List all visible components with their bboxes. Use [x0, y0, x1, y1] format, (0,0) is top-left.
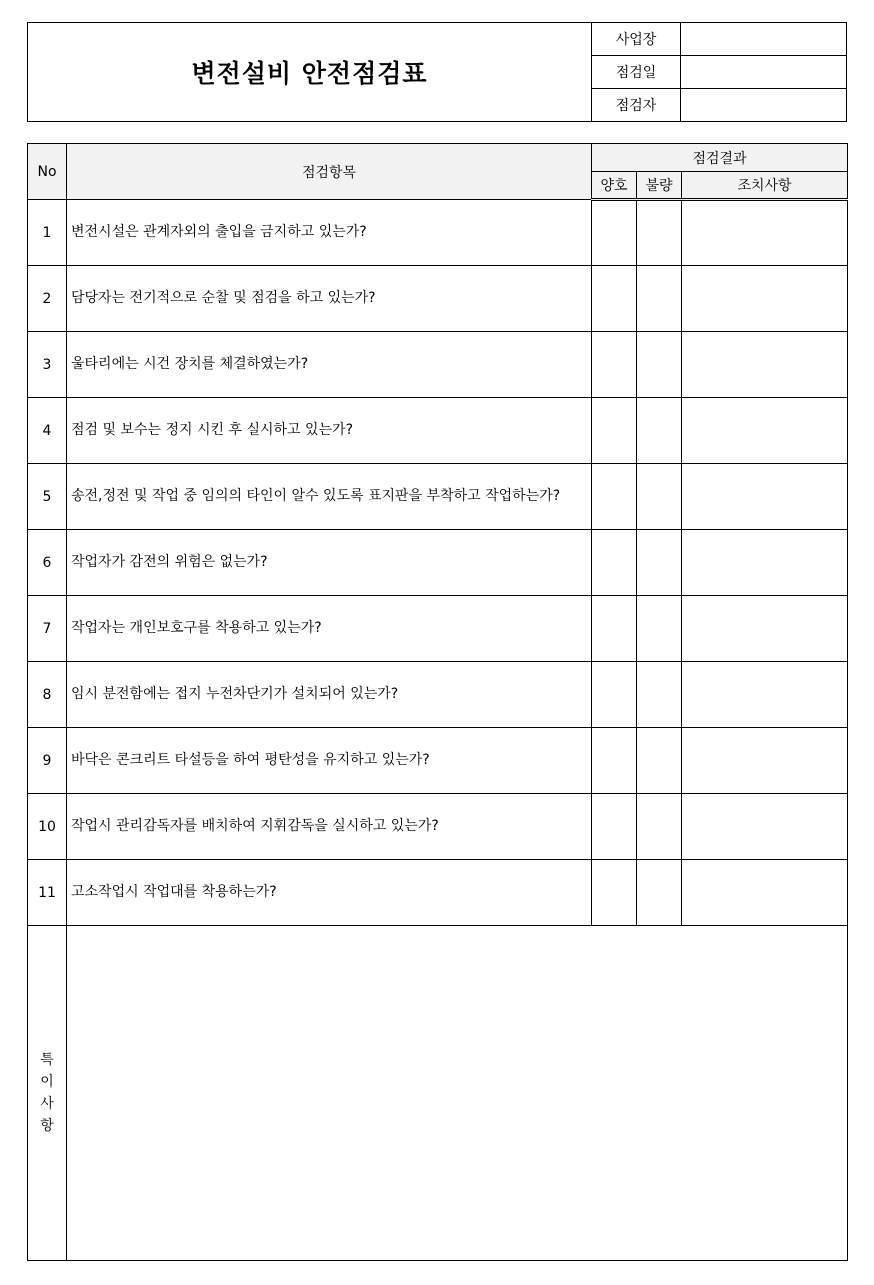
item-question: 고소작업시 작업대를 착용하는가? — [67, 860, 592, 926]
result-good-cell[interactable] — [592, 794, 637, 860]
date-field[interactable] — [681, 56, 846, 88]
header-no: No — [28, 144, 67, 200]
item-number: 1 — [28, 200, 67, 266]
item-question: 울타리에는 시건 장치를 체결하였는가? — [67, 332, 592, 398]
result-bad-cell[interactable] — [637, 464, 682, 530]
action-cell[interactable] — [682, 662, 848, 728]
action-cell[interactable] — [682, 200, 848, 266]
result-good-cell[interactable] — [592, 266, 637, 332]
header-bad: 불량 — [637, 172, 682, 200]
result-bad-cell[interactable] — [637, 794, 682, 860]
page-title: 변전설비 안전점검표 — [28, 23, 592, 121]
inspector-label: 점검자 — [592, 89, 681, 121]
result-good-cell[interactable] — [592, 728, 637, 794]
remarks-field[interactable] — [67, 926, 848, 1261]
table-row — [28, 530, 848, 596]
item-number: 10 — [28, 794, 67, 860]
result-bad-cell[interactable] — [637, 596, 682, 662]
remarks-row — [28, 926, 848, 1261]
action-cell[interactable] — [682, 398, 848, 464]
header-result: 점검결과 — [592, 144, 848, 172]
result-bad-cell[interactable] — [637, 860, 682, 926]
table-row — [28, 794, 848, 860]
item-question: 작업자는 개인보호구를 착용하고 있는가? — [67, 596, 592, 662]
remarks-label: 특 이 사 항 — [28, 926, 67, 1261]
form-header — [27, 22, 847, 122]
result-good-cell[interactable] — [592, 596, 637, 662]
result-good-cell[interactable] — [592, 662, 637, 728]
header-action: 조치사항 — [682, 172, 848, 200]
item-number: 2 — [28, 266, 67, 332]
action-cell[interactable] — [682, 596, 848, 662]
header-item: 점검항목 — [67, 144, 592, 200]
result-bad-cell[interactable] — [637, 662, 682, 728]
table-row — [28, 398, 848, 464]
item-question: 작업시 관리감독자를 배치하여 지휘감독을 실시하고 있는가? — [67, 794, 592, 860]
table-row — [28, 596, 848, 662]
result-bad-cell[interactable] — [637, 398, 682, 464]
item-number: 11 — [28, 860, 67, 926]
table-row — [28, 464, 848, 530]
item-number: 8 — [28, 662, 67, 728]
item-question: 점검 및 보수는 정지 시킨 후 실시하고 있는가? — [67, 398, 592, 464]
action-cell[interactable] — [682, 794, 848, 860]
info-block — [592, 23, 846, 121]
item-number: 3 — [28, 332, 67, 398]
site-field[interactable] — [681, 23, 846, 55]
action-cell[interactable] — [682, 530, 848, 596]
info-row-site — [592, 23, 846, 56]
date-label: 점검일 — [592, 56, 681, 88]
result-good-cell[interactable] — [592, 530, 637, 596]
result-good-cell[interactable] — [592, 398, 637, 464]
result-bad-cell[interactable] — [637, 266, 682, 332]
table-row — [28, 860, 848, 926]
table-row — [28, 266, 848, 332]
item-number: 6 — [28, 530, 67, 596]
action-cell[interactable] — [682, 464, 848, 530]
info-row-date — [592, 56, 846, 89]
info-row-inspector — [592, 89, 846, 121]
table-row — [28, 728, 848, 794]
table-row — [28, 332, 848, 398]
result-good-cell[interactable] — [592, 860, 637, 926]
item-question: 작업자가 감전의 위험은 없는가? — [67, 530, 592, 596]
result-bad-cell[interactable] — [637, 530, 682, 596]
result-bad-cell[interactable] — [637, 728, 682, 794]
item-question: 변전시설은 관계자외의 출입을 금지하고 있는가? — [67, 200, 592, 266]
action-cell[interactable] — [682, 728, 848, 794]
result-bad-cell[interactable] — [637, 332, 682, 398]
item-question: 바닥은 콘크리트 타설등을 하여 평탄성을 유지하고 있는가? — [67, 728, 592, 794]
item-question: 송전,정전 및 작업 중 임의의 타인이 알수 있도록 표지판을 부착하고 작업하는가? — [67, 464, 592, 530]
table-row — [28, 200, 848, 266]
item-number: 5 — [28, 464, 67, 530]
result-good-cell[interactable] — [592, 464, 637, 530]
item-question: 담당자는 전기적으로 순찰 및 점검을 하고 있는가? — [67, 266, 592, 332]
action-cell[interactable] — [682, 266, 848, 332]
item-number: 7 — [28, 596, 67, 662]
result-good-cell[interactable] — [592, 200, 637, 266]
item-question: 임시 분전함에는 접지 누전차단기가 설치되어 있는가? — [67, 662, 592, 728]
result-good-cell[interactable] — [592, 332, 637, 398]
site-label: 사업장 — [592, 23, 681, 55]
item-number: 4 — [28, 398, 67, 464]
header-good: 양호 — [592, 172, 637, 200]
action-cell[interactable] — [682, 332, 848, 398]
result-bad-cell[interactable] — [637, 200, 682, 266]
item-number: 9 — [28, 728, 67, 794]
action-cell[interactable] — [682, 860, 848, 926]
table-row — [28, 662, 848, 728]
checklist-table — [27, 143, 848, 1261]
inspector-field[interactable] — [681, 89, 846, 121]
